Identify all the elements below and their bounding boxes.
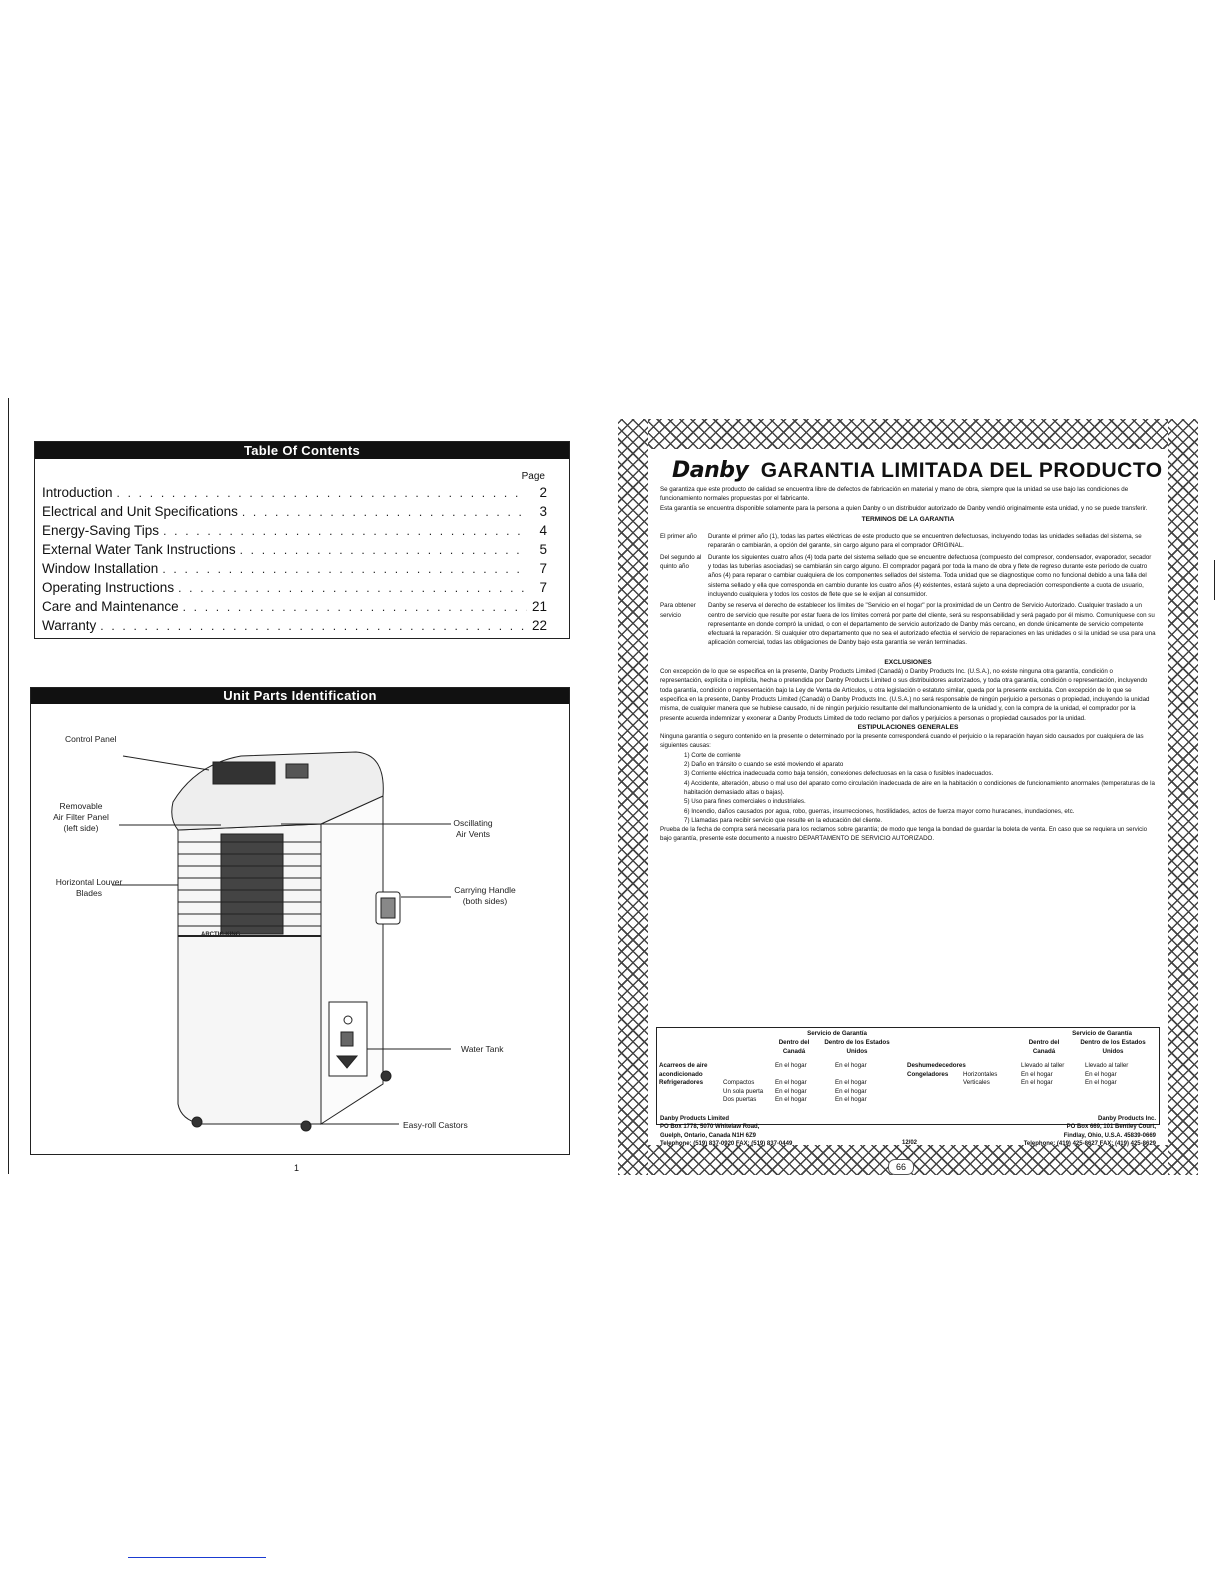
- toc-item-label: Care and Maintenance: [42, 599, 179, 614]
- general-heading: ESTIPULACIONES GENERALES: [857, 723, 959, 731]
- label-water-tank: Water Tank: [461, 1044, 504, 1054]
- service-cell: Un sola puerta: [723, 1087, 764, 1095]
- castor: [301, 1121, 311, 1131]
- service-cell: Llevado al taller: [1085, 1062, 1129, 1069]
- service-cell: [723, 1062, 775, 1079]
- general-text: Ninguna garantía o seguro contenido en la presente o determinado por la presente corresponderá cuando el perjuicio o la reparación hayan sido causados por cualquiera de las siguientes causas:: [660, 733, 1144, 750]
- table-of-contents: [34, 441, 570, 639]
- toc-leader-dots: [178, 581, 527, 595]
- exclusions-text: Con excepción de lo que se especifica en la presente, Danby Products Limited (Canadá) o Danby Products Inc. (U.S.A.), no existe ninguna otra garantía, condición o representación, explícita o implícita, hecha o pretendida por Danby Products Limited o sus distribuidores autorizados, y toda otra garantía, condición o representación, incluyendo toda garantía, condición o representación bajo la Ley de Venta de Artículos, u otra legislación o estatuto similar, queda por la presente excluida. Con excepción de lo que se especifica en la presente, Danby Products Limited (Canadá) o Danby Products Inc. (U.S.A.) no será responsable de ningún perjuicio a personas o propiedad, incluyendo la unidad misma, de cualquier manera que se hubiese causado, ni de ningún perjuicio resultante del malfuncionamiento de la unidad y, con la compra de la unidad, el comprador por la presente acuerda indemnizar y exonerar a Danby Products Limited de todo reclamo por daños y perjuicios a personas o propiedad causados por la unidad.: [660, 668, 1150, 722]
- service-cell: Compactos: [723, 1079, 755, 1087]
- label-air-filter: Removable Air Filter Panel (left side): [53, 801, 109, 833]
- castor: [192, 1117, 202, 1127]
- toc-item-label: Operating Instructions: [42, 580, 175, 595]
- toc-leader-dots: [162, 562, 527, 576]
- cause-item: 4) Accidente, alteración, abuso o mal uso del aparato como circulación inadecuada de aire en la habitación o condiciones de funcionamiento anormales (temperaturas de la habitación demasiado altas o bajas).: [684, 779, 1155, 796]
- footer-line: PO Box 669, 101 Bentley Court,: [1066, 1124, 1156, 1131]
- toc-item-label: Introduction: [42, 485, 113, 500]
- toc-item-label: Electrical and Unit Specifications: [42, 504, 238, 519]
- toc-title: Table Of Contents: [35, 442, 569, 459]
- term-key: Para obtener servicio: [660, 602, 696, 619]
- footer-line: Danby Products Limited: [660, 1116, 730, 1122]
- cause-item: 6) Incendio, daños causados por agua, robo, guerras, insurrecciones, hostilidades, actos de fuerza mayor como huracanes, inundaciones, etc.: [684, 807, 1075, 815]
- service-cell: En el hogar: [775, 1096, 807, 1104]
- term-row: [660, 553, 1156, 599]
- intro-2: Esta garantía se encuentra disponible solamente para la persona a quien Danby o un distribuidor autorizado de Danby vendió originalmente esta unidad, y no se puede transferir.: [660, 504, 1148, 512]
- toc-item: [42, 504, 547, 523]
- term-value: Durante el primer año (1), todas las partes eléctricas de este producto que se encuentren defectuosas, incluyendo todas las unidades selladas del sistema, se repararán o cambiarán, a opción del garante, sin cargo alguno para el comprador ORIGINAL.: [708, 533, 1142, 550]
- toc-page-header: Page: [521, 471, 545, 482]
- term-key: Del segundo al quinto año: [660, 553, 702, 571]
- service-cell: Acarreos de aire acondicionado: [659, 1062, 708, 1078]
- danby-logo: Danby: [672, 458, 749, 483]
- service-cell: En el hogar: [1085, 1079, 1117, 1087]
- service-cell: En el hogar: [775, 1087, 807, 1095]
- toc-leader-dots: [117, 486, 527, 500]
- footer-line: Guelph, Ontario, Canada N1H 6Z9: [660, 1132, 757, 1139]
- toc-item-page: 21: [531, 599, 547, 614]
- service-rows-left: [659, 1062, 929, 1105]
- warranty-content: [648, 449, 1168, 1148]
- binding-edge-mark: [8, 398, 9, 1174]
- cause-item: 7) Llamadas para recibir servicio que resulte en la educación del cliente.: [684, 816, 883, 824]
- toc-item-label: Warranty: [42, 618, 97, 633]
- decorative-border-left: [618, 419, 648, 1175]
- service-cell: Verticales: [963, 1079, 990, 1087]
- label-vents: Oscillating Air Vents: [453, 818, 493, 839]
- toc-list: [42, 485, 547, 637]
- service-cell: Deshumedecedores: [907, 1062, 966, 1069]
- cause-item: 3) Corriente eléctrica inadecuada como baja tensión, conexiones defectuosas en la casa o fusibles inadecuados.: [684, 770, 994, 778]
- term-value: Durante los siguientes cuatro años (4) toda parte del sistema sellado que se encuentre defectuosa (compuesto del compresor, condensador, evaporador, secador y todas las tuberías asociadas) se cambiarán sin cargo alguno. El comprador pagará por toda la mano de obra y flete de regreso durante este período de cuatro años (4) para reparar o cambiar cualquiera de los componentes sellados del sistema. Toda unidad que se diagnostique como no funcional debido a una falla del sistema sellado y ella que corresponda en cambio durante los cuatro años (4) existentes, estará sujeto a una depreciación correspondiente a cuota de usuario, incluyendo cualquiera y todos los costos de flete que se le exijan al consumidor.: [708, 553, 1152, 598]
- service-row: [659, 1062, 929, 1079]
- service-cell: En el hogar: [1021, 1070, 1053, 1078]
- unit-brand-text: ARCTIC KING: [201, 932, 241, 938]
- service-cell: Horizontales: [963, 1070, 998, 1078]
- service-cell: [659, 1096, 723, 1105]
- toc-leader-dots: [100, 619, 527, 633]
- toc-item: [42, 542, 547, 561]
- service-cell: Congeladores: [907, 1070, 949, 1078]
- toc-item-page: 2: [539, 485, 547, 500]
- label-carrying-handle: Carrying Handle (both sides): [454, 885, 516, 906]
- footer-line: Telephone: (419) 425-8627 FAX: (419) 425-8629: [1023, 1141, 1156, 1148]
- service-cell: En el hogar: [835, 1062, 867, 1069]
- air-vents: [221, 834, 283, 934]
- service-cell: En el hogar: [775, 1062, 807, 1069]
- service-cell: [907, 1079, 963, 1088]
- term-row: [660, 532, 1156, 551]
- footer-line: Danby Products Inc.: [1097, 1116, 1156, 1122]
- toc-item: [42, 580, 547, 599]
- service-row: [907, 1079, 1157, 1088]
- warranty-title: Danby GARANTIA LIMITADA DEL PRODUCTO: [672, 458, 1163, 483]
- toc-item-page: 5: [539, 542, 547, 557]
- terms-heading: TERMINOS DE LA GARANTIA: [861, 515, 955, 523]
- service-cell: En el hogar: [835, 1096, 867, 1104]
- general-causes-list: [660, 751, 1156, 825]
- unit-parts-identification: [30, 687, 570, 1155]
- toc-item-label: External Water Tank Instructions: [42, 542, 236, 557]
- toc-item-page: 4: [539, 523, 547, 538]
- castor: [381, 1071, 391, 1081]
- toc-item-page: 22: [531, 618, 547, 633]
- service-cell: En el hogar: [1085, 1070, 1117, 1078]
- right-edge-mark: [1214, 560, 1215, 600]
- service-row: [907, 1062, 1157, 1071]
- col-usa-left: Dentro de los Estados Unidos: [824, 1039, 890, 1055]
- footer-line: Findlay, Ohio, U.S.A. 45839-0669: [1063, 1132, 1156, 1139]
- toc-item: [42, 599, 547, 618]
- term-key: El primer año: [660, 533, 697, 541]
- label-castors: Easy-roll Castors: [403, 1120, 468, 1130]
- proof-of-purchase: Prueba de la fecha de compra será necesaria para los reclamos sobre garantía; de modo que tenga la bondad de guardar la boleta de venta. En caso que se requiera un servicio bajo garantía, presente este documento a nuestro DEPARTAMENTO DE SERVICIO AUTORIZADO.: [660, 826, 1148, 843]
- toc-item: [42, 485, 547, 504]
- col-usa-right: Dentro de los Estados Unidos: [1080, 1039, 1146, 1055]
- service-cell: En el hogar: [835, 1087, 867, 1095]
- cause-item: 1) Corte de corriente: [684, 751, 741, 759]
- label-control-panel: Control Panel: [65, 734, 117, 744]
- terms-list: [660, 532, 1156, 648]
- toc-item: [42, 561, 547, 580]
- term-row: [660, 601, 1156, 647]
- page-number-right: 66: [888, 1159, 914, 1175]
- toc-leader-dots: [240, 543, 527, 557]
- service-head-left: Servicio de Garantía: [807, 1030, 867, 1037]
- underline-mark: [128, 1557, 266, 1558]
- decorative-border-right: [1168, 419, 1198, 1175]
- toc-leader-dots: [163, 524, 527, 538]
- service-row: [659, 1079, 929, 1088]
- service-cell: Refrigeradores: [659, 1079, 704, 1087]
- service-cell: En el hogar: [1021, 1079, 1053, 1087]
- footer-danby-usa: [1024, 1115, 1156, 1149]
- toc-item: [42, 523, 547, 542]
- warranty-page: [618, 419, 1198, 1175]
- control-panel-display: [213, 762, 275, 784]
- cause-item: 2) Daño en tránsito o cuando se esté moviendo el aparato: [684, 761, 844, 769]
- toc-item: [42, 618, 547, 637]
- toc-item-page: 7: [539, 561, 547, 576]
- toc-leader-dots: [242, 505, 527, 519]
- service-row: [659, 1096, 929, 1105]
- parts-title: Unit Parts Identification: [31, 688, 569, 704]
- footer-danby-canada: [660, 1115, 792, 1149]
- exclusions-heading: EXCLUSIONES: [884, 658, 932, 666]
- label-louver: Horizontal Louver Blades: [55, 877, 123, 898]
- service-cell: [963, 1062, 1021, 1071]
- toc-leader-dots: [183, 600, 527, 614]
- decorative-border-top: [618, 419, 1198, 449]
- service-row: [907, 1071, 1157, 1080]
- warranty-body: [660, 485, 1156, 844]
- term-value: Danby se reserva el derecho de establecer los límites de "Servicio en el hogar" por la proximidad de un Centro de Servicio Autorizado. Cualquier traslado a un centro de servicio que resulte por estar fuera de los límites correrá por parte del cliente, será su responsabilidad y será pagado por él mismo. Comuníquese con su representante en donde compró la unidad, o con el departamento de servicio autorizado de Danby más cercano, en donde únicamente de servicio competente efectuará la reparación. Si cualquier otro departamento que no sea el autorizado efectúa el servicio de reparaciones en las unidades o si la unidad se usa para una aplicación comercial, todas las obligaciones de Danby bajo esta garantía se verán terminadas.: [708, 602, 1156, 647]
- col-canada-left: Dentro del Canadá: [778, 1039, 810, 1055]
- service-cell: En el hogar: [775, 1079, 807, 1087]
- service-cell: En el hogar: [835, 1079, 867, 1087]
- col-canada-right: Dentro del Canadá: [1028, 1039, 1060, 1055]
- cause-item: 5) Uso para fines comerciales o industriales.: [684, 798, 806, 806]
- intro-1: Se garantiza que este producto de calidad se encuentra libre de defectos de fabricación en material y mano de obra, siempre que la unidad se use bajo las condiciones de funcionamiento normales propuestas por el fabricante.: [660, 486, 1129, 503]
- page-number-left: 1: [294, 1163, 300, 1173]
- service-row: [659, 1088, 929, 1097]
- footer-date: 12/02: [902, 1140, 918, 1146]
- footer-line: PO Box 1778, 5070 Whitelaw Road,: [660, 1124, 760, 1131]
- service-cell: Dos puertas: [723, 1096, 757, 1104]
- toc-item-label: Window Installation: [42, 561, 159, 576]
- leader-control-panel: [123, 756, 209, 770]
- service-rows-right: [907, 1062, 1157, 1088]
- toc-item-page: 3: [539, 504, 547, 519]
- footer-line: Telephone: (519) 837-0920 FAX: (519) 837-0449: [660, 1141, 793, 1148]
- service-table: [656, 1027, 1160, 1125]
- service-cell: [659, 1088, 723, 1097]
- toc-item-page: 7: [539, 580, 547, 595]
- service-head-right: Servicio de Garantía: [1072, 1030, 1132, 1037]
- toc-item-label: Energy-Saving Tips: [42, 523, 160, 538]
- service-cell: Llevado al taller: [1021, 1062, 1065, 1069]
- unit-illustration: [31, 704, 569, 1154]
